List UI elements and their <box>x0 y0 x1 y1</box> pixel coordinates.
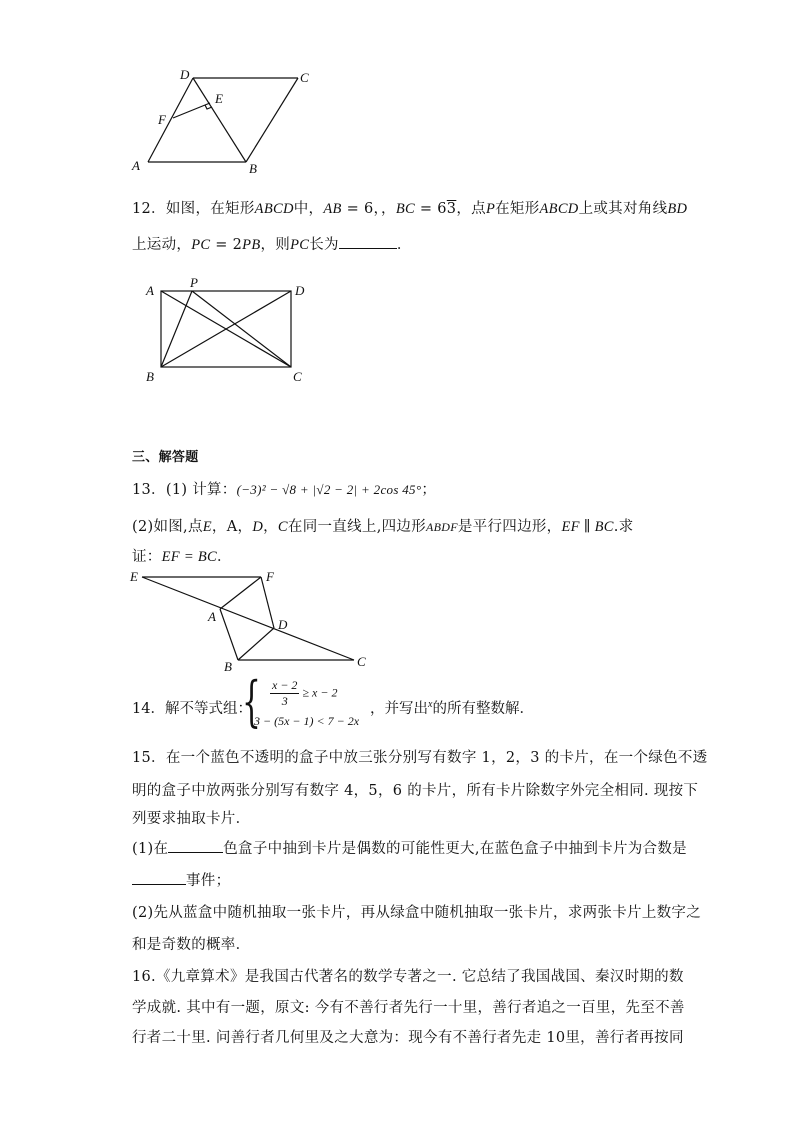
q13-part2-line2: 证：EF = BC． <box>132 549 232 565</box>
figure-parallelogram-line <box>128 566 378 676</box>
q14-number: 14． <box>132 701 165 717</box>
q16-line3: 行者二十里. 问善行者几何里及之大意为：现今有不善行者先走 10里，善行者再按同 <box>132 1030 684 1046</box>
q15-part2-line1: (2)先从蓝盒中随机抽取一张卡片，再从绿盒中随机抽取一张卡片，求两张卡片上数字之 <box>132 905 702 921</box>
label-c: C <box>357 654 366 669</box>
segment-pb <box>161 291 192 367</box>
segment-fa <box>220 577 261 609</box>
figure-rectangle <box>140 275 320 387</box>
label-c: C <box>300 70 309 85</box>
q16-line1: 16.《九章算术》是我国古代著名的数学专著之一. 它总结了我国战国、秦汉时期的数 <box>132 969 684 985</box>
q16-line2: 学成就. 其中有一题，原文: 今有不善行者先行一十里，善行者追之一百里，先至不善 <box>132 1000 685 1016</box>
segment-cb <box>246 78 298 162</box>
segment-bd <box>238 628 274 660</box>
segment-ab <box>220 609 238 660</box>
sqrt-3: 3 <box>446 201 457 217</box>
label-f: F <box>158 112 166 127</box>
label-a: A <box>208 609 216 624</box>
q13-number: 13． <box>132 482 166 498</box>
answer-blank-color[interactable] <box>168 840 223 853</box>
answer-blank-event[interactable] <box>132 872 186 885</box>
q15-part1: (1)在 色盒子中抽到卡片是偶数的可能性更大,在蓝色盒子中抽到卡片为合数是 <box>132 841 687 857</box>
segment-fd <box>261 577 274 628</box>
q15-line1: 15．在一个蓝色不透明的盒子中放三张分别写有数字 1，2，3 的卡片，在一个绿色不透 <box>132 750 708 766</box>
label-a: A <box>132 158 140 173</box>
system-brace: { <box>242 670 261 733</box>
q15-line2: 明的盒子中放两张分别写有数字 4，5，6 的卡片，所有卡片除数字外完全相同. 现按下 <box>132 783 699 799</box>
line-ec <box>142 577 354 660</box>
answer-blank[interactable] <box>339 236 397 249</box>
label-e: E <box>215 91 223 106</box>
label-b: B <box>224 659 232 674</box>
segment-pc <box>192 291 291 367</box>
segment-ad <box>148 78 193 162</box>
inequality-2: 3 − (5x − 1) < 7 − 2x <box>254 714 360 728</box>
label-f: F <box>266 569 274 584</box>
q15-part1-line2: 事件； <box>132 869 230 890</box>
label-d: D <box>295 283 305 298</box>
inequality-1: $\frac{x - 2}{3}$ ≥ x − 2 <box>272 678 338 708</box>
label-d: D <box>278 617 288 632</box>
label-b: B <box>146 369 154 384</box>
q14: 14．解不等式组： { $\frac{x - 2}{3}$ ≥ x − 2 3 − (5x − 1) < 7 − 2x ，并写出$^x$的所有整数解． <box>132 670 534 733</box>
q15-line3: 列要求抽取卡片． <box>132 811 251 827</box>
q13-part1: 13．(1) 计算：(−3)² − √8 + |√2 − 2| + 2cos 45°； <box>132 482 437 498</box>
q12-number: 12． <box>132 201 166 217</box>
q12-line1: 12．如图，在矩形ABCD中，AB = 6，，BC = 63，点P在矩形ABCD上或其对角线BD <box>132 201 688 217</box>
q12-line2: 上运动，PC = 2PB，则PC长为 ． <box>132 237 412 253</box>
label-e: E <box>130 569 138 584</box>
q13-part2-line1: (2)如图,点E，A，D，C在同一直线上,四边形ABDF是平行四边形，EF ∥ BC.求 <box>132 519 634 535</box>
label-p: P <box>190 275 198 290</box>
q13-expression: (−3)² − √8 + |√2 − 2| + 2cos 45° <box>236 482 422 497</box>
section-heading: 三、解答题 <box>132 450 199 465</box>
figure-parallelogram <box>128 66 328 178</box>
label-c: C <box>293 369 302 384</box>
label-b: B <box>249 161 257 176</box>
label-d: D <box>180 67 190 82</box>
label-a: A <box>146 283 154 298</box>
q15-part2-line2: 和是奇数的概率． <box>132 937 251 953</box>
